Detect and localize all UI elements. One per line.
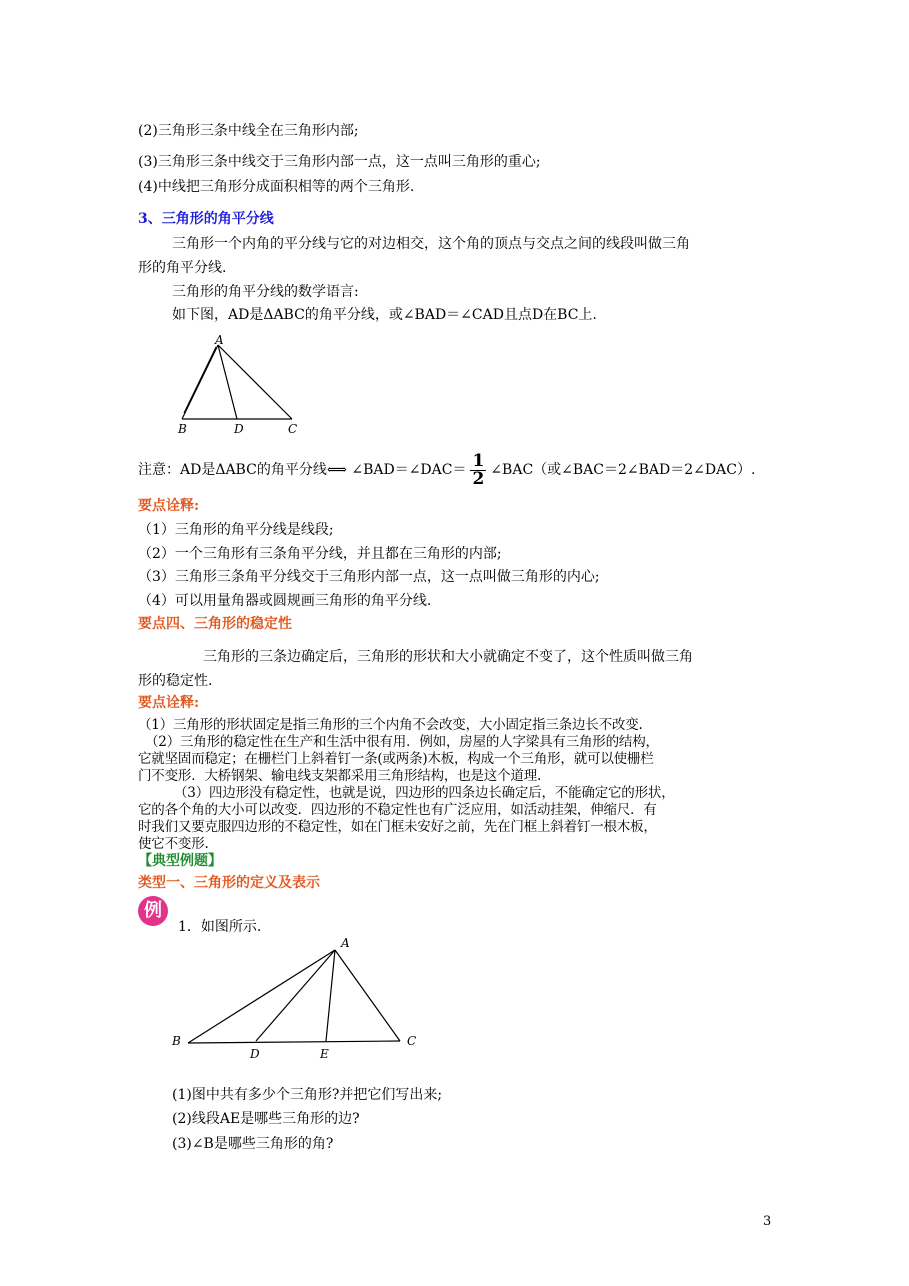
keypoint-2-line: 使它不变形. [138, 836, 209, 852]
example-1-sub-3: (3)∠B是哪些三角形的角? [172, 1136, 334, 1152]
bisector-note [138, 450, 755, 490]
keypoint-2-line: 它就坚固而稳定；在栅栏门上斜着钉一条(或两条)木板，构成一个三角形，就可以使栅栏 [138, 751, 654, 767]
math-language-label: 三角形的角平分线的数学语言: [172, 284, 359, 300]
label-E: E [320, 1047, 329, 1061]
example-badge: 例 [138, 896, 168, 926]
keypoint-2-line: 门不变形．大桥钢架、输电线支架都采用三角形结构，也是这个道理. [138, 768, 542, 784]
note-text-pre: 注意：AD是ΔABC的角平分线⟺ ∠BAD＝∠DAC＝ [138, 462, 467, 478]
label-A: A [341, 936, 350, 950]
keypoint-2-line: 它的各个角的大小可以改变．四边形的不稳定性也有广泛应用，如活动挂架，伸缩尺．有 [138, 802, 657, 818]
example-1-sub-2: (2)线段AE是哪些三角形的边? [172, 1111, 360, 1127]
keypoint-2-line: （2）三角形的稳定性在生产和生活中很有用．例如，房屋的人字梁具有三角形的结构， [145, 734, 659, 750]
stability-line2: 形的稳定性. [138, 673, 213, 689]
page-number: 3 [763, 1214, 772, 1229]
label-D: D [234, 422, 244, 436]
keypoint-2-line: （1）三角形的形状固定是指三角形的三个内角不会改变，大小固定指三条边长不改变. [138, 717, 643, 733]
median-prop-4: (4)中线把三角形分成面积相等的两个三角形. [138, 179, 415, 195]
note-text-post: ∠BAC（或∠BAC＝2∠BAD＝2∠DAC）. [490, 462, 756, 478]
section-4-heading: 要点四、三角形的稳定性 [138, 616, 292, 632]
label-B: B [178, 422, 187, 436]
fraction-numerator: 1 [472, 450, 485, 471]
fraction-denominator: 2 [472, 468, 485, 489]
bisector-example: 如下图，AD是ΔABC的角平分线，或∠BAD＝∠CAD且点D在BC上. [172, 307, 597, 323]
median-prop-3: (3)三角形三条中线交于三角形内部一点，这一点叫三角形的重心; [138, 154, 541, 170]
median-prop-2: (2)三角形三条中线全在三角形内部; [138, 123, 359, 139]
label-D: D [250, 1047, 260, 1061]
keypoint-2-line: 时我们又要克服四边形的不稳定性，如在门框未安好之前，先在门框上斜着钉一根木板， [138, 819, 657, 835]
stability-line1: 三角形的三条边确定后，三角形的形状和大小就确定不变了，这个性质叫做三角 [203, 649, 693, 665]
bisector-definition-line1: 三角形一个内角的平分线与它的对边相交，这个角的顶点与交点之间的线段叫做三角 [172, 236, 690, 252]
keypoint-2-line: （3）四边形没有稳定性，也就是说，四边形的四条边长确定后，不能确定它的形状， [174, 785, 675, 801]
keypoint-1-item: （1）三角形的角平分线是线段; [138, 522, 334, 538]
typical-examples-heading: 【典型例题】 [138, 853, 222, 869]
keypoints-2-title: 要点诠释: [138, 695, 200, 711]
keypoint-1-item: （2）一个三角形有三条角平分线，并且都在三角形的内部; [138, 546, 502, 562]
label-C: C [288, 422, 298, 436]
triangle-figure-2 [168, 935, 428, 1065]
fraction-one-half [470, 450, 486, 489]
keypoint-1-item: （4）可以用量角器或圆规画三角形的角平分线. [138, 593, 432, 609]
label-B: B [172, 1034, 181, 1048]
example-type-1-heading: 类型一、三角形的定义及表示 [138, 875, 320, 891]
label-C: C [407, 1034, 417, 1048]
example-1-sub-1: (1)图中共有多少个三角形?并把它们写出来; [172, 1087, 443, 1103]
triangle-figure-1 [170, 333, 310, 438]
example-1-question: 1．如图所示. [178, 919, 262, 935]
keypoint-1-item: （3）三角形三条角平分线交于三角形内部一点，这一点叫做三角形的内心; [138, 569, 600, 585]
keypoints-1-title: 要点诠释: [138, 498, 200, 514]
section-3-heading: 3、三角形的角平分线 [138, 211, 274, 227]
bisector-definition-line2: 形的角平分线. [138, 260, 227, 276]
label-A: A [215, 333, 224, 347]
